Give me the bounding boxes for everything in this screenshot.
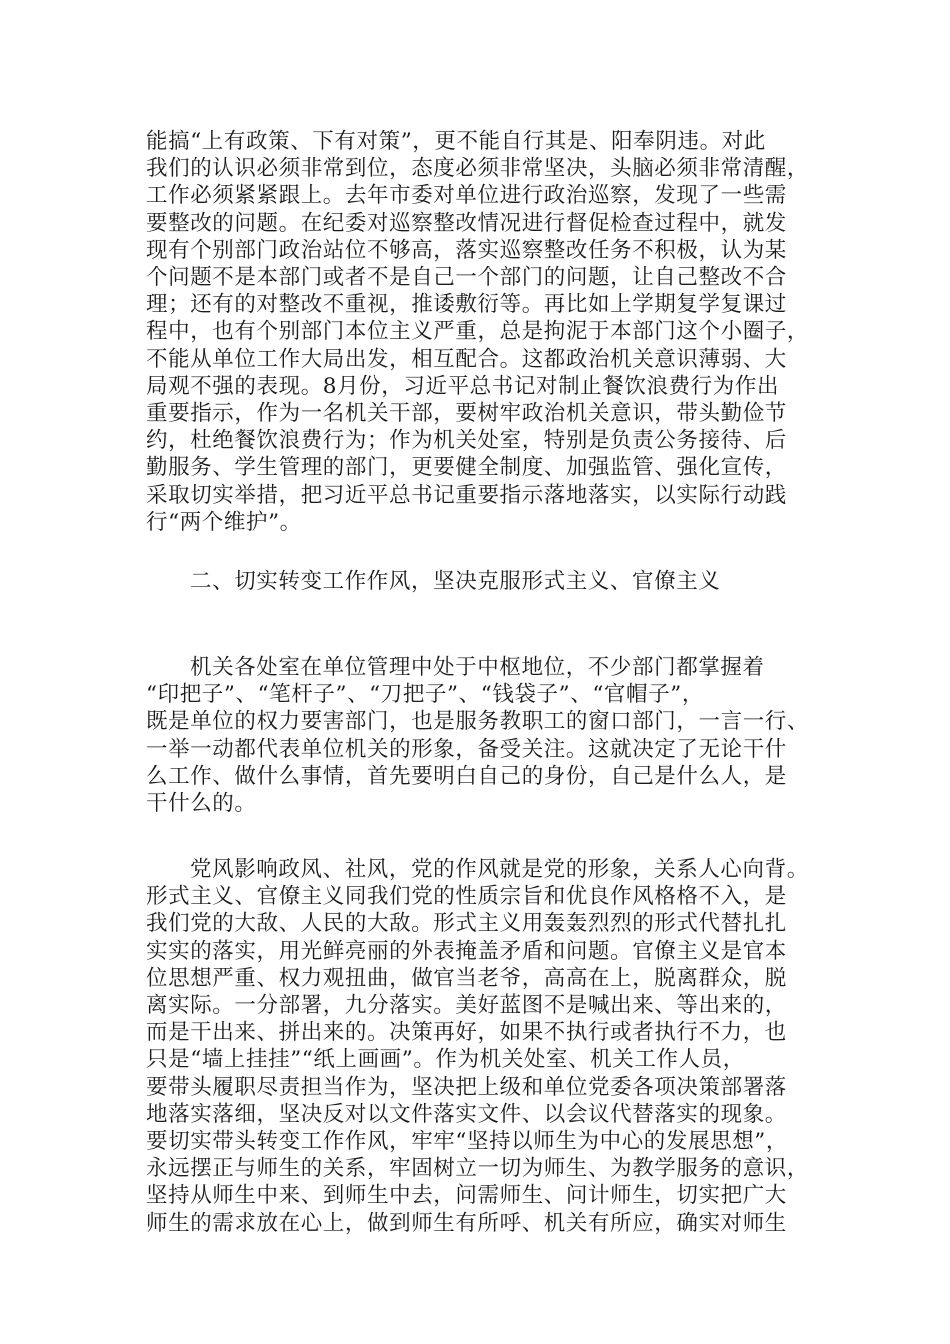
text-line: 局观不强的表现。8月份，习近平总书记对制止餐饮浪费行为作出 — [146, 373, 780, 399]
paragraph-2 — [146, 654, 810, 817]
text-line: 不能从单位工作大局出发，相互配合。这都政治机关意识薄弱、大 — [146, 346, 787, 372]
text-line: 而是干出来、拼出来的。决策再好，如果不执行或者执行不力，也 — [146, 1020, 787, 1046]
text-line: “印把子”、“笔杆子”、“刀把子”、“钱袋子”、“官帽子”， — [146, 682, 704, 708]
text-line: 地落实落细，坚决反对以文件落实文件、以会议代替落实的现象。 — [146, 1101, 787, 1127]
section-heading — [190, 568, 850, 595]
heading-text: 二、切实转变工作作风，坚决克服形式主义、官僚主义 — [190, 569, 721, 594]
text-line: 既是单位的权力要害部门，也是服务教职工的窗口部门，一言一行、 — [146, 709, 810, 735]
text-line: 程中，也有个别部门本位主义严重，总是拘泥于本部门这个小圈子， — [146, 319, 810, 345]
text-line: 坚持从师生中来、到师生中去，问需师生、问计师生，切实把广大 — [146, 1183, 787, 1209]
text-line: 约，杜绝餐饮浪费行为；作为机关处室，特别是负责公务接待、后 — [146, 428, 787, 454]
text-line: 我们的认识必须非常到位，态度必须非常坚决，头脑必须非常清醒， — [146, 156, 810, 182]
text-line: 要带头履职尽责担当作为，坚决把上级和单位党委各项决策部署落 — [146, 1074, 787, 1100]
text-line: 形式主义、官僚主义同我们党的性质宗旨和优良作风格格不入，是 — [146, 884, 787, 910]
text-line: 离实际。一分部署，九分落实。美好蓝图不是喊出来、等出来的， — [146, 993, 787, 1019]
text-line: 个问题不是本部门或者不是自己一个部门的问题，让自己整改不合 — [146, 265, 787, 291]
text-line: 勤服务、学生管理的部门，更要健全制度、加强监管、强化宣传， — [146, 455, 787, 481]
text-line: 位思想严重、权力观扭曲，做官当老爷，高高在上，脱离群众，脱 — [146, 965, 787, 991]
text-line: 现有个别部门政治站位不够高，落实巡察整改任务不积极，认为某 — [146, 237, 787, 263]
text-line: 党风影响政风、社风，党的作风就是党的形象，关系人心向背。 — [190, 857, 809, 882]
text-line: 能搞“上有政策、下有对策”，更不能自行其是、阳奉阴违。对此 — [146, 129, 766, 154]
text-line: 师生的需求放在心上，做到师生有所呼、机关有所应，确实对师生 — [146, 1210, 787, 1236]
text-line: 行“两个维护”。 — [146, 509, 302, 535]
text-line: 工作必须紧紧跟上。去年市委对单位进行政治巡察，发现了一些需 — [146, 183, 787, 209]
text-line: 机关各处室在单位管理中处于中枢地位，不少部门都掌握着 — [190, 655, 765, 680]
text-line: 一举一动都代表单位机关的形象，备受关注。这就决定了无论干什 — [146, 736, 787, 762]
text-line: 采取切实举措，把习近平总书记重要指示落地落实，以实际行动践 — [146, 482, 787, 508]
text-line: 我们党的大敌、人民的大敌。形式主义用轰轰烈烈的形式代替扎扎 — [146, 911, 787, 937]
text-line: 永远摆正与师生的关系，牢固树立一切为师生、为教学服务的意识， — [146, 1156, 810, 1182]
paragraph-1 — [146, 128, 810, 536]
text-line: 要整改的问题。在纪委对巡察整改情况进行督促检查过程中，就发 — [146, 210, 787, 236]
text-line: 么工作、做什么事情，首先要明白自己的身份，自己是什么人，是 — [146, 763, 787, 789]
text-line: 干什么的。 — [146, 791, 257, 817]
paragraph-3 — [146, 856, 810, 1237]
text-line: 要切实带头转变工作作风，牢牢“坚持以师生为中心的发展思想”， — [146, 1129, 788, 1155]
text-line: 重要指示，作为一名机关干部，要树牢政治机关意识，带头勤俭节 — [146, 401, 787, 427]
text-line: 实实的落实，用光鲜亮丽的外表掩盖矛盾和问题。官僚主义是官本 — [146, 938, 787, 964]
text-line: 理；还有的对整改不重视，推诿敷衍等。再比如上学期复学复课过 — [146, 292, 787, 318]
text-line: 只是“墙上挂挂”“纸上画画”。作为机关处室、机关工作人员， — [146, 1047, 745, 1073]
